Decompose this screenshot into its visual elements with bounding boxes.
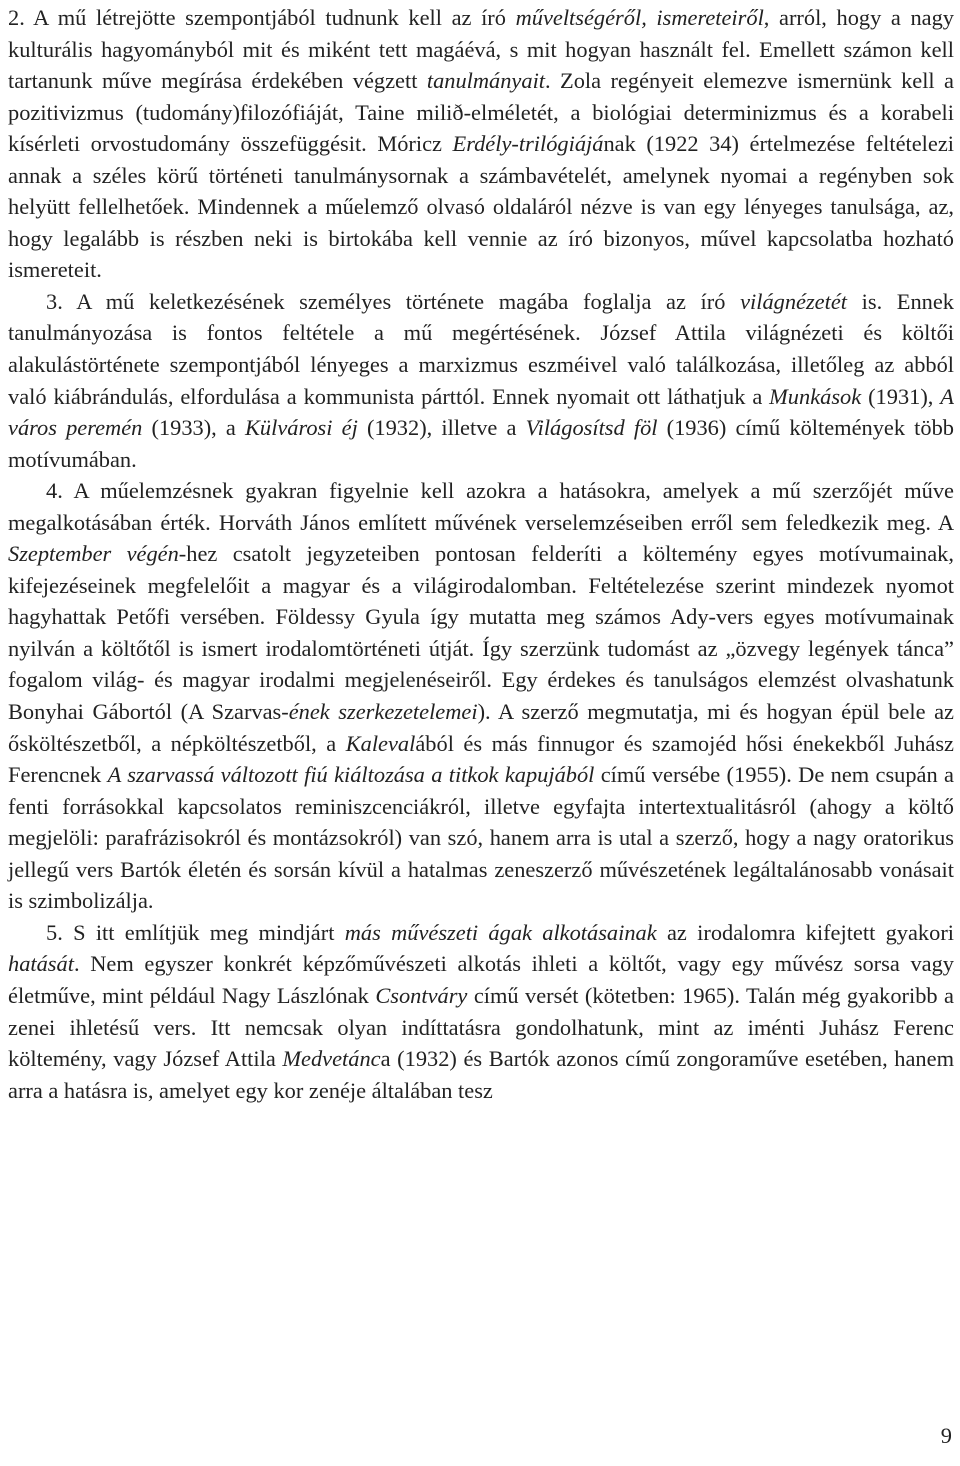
page-number: 9 bbox=[940, 1423, 952, 1448]
italic-run: hatását bbox=[8, 951, 74, 977]
paragraph-2: 2. A mű létrejötte szempontjából tudnunk kell az író műveltségéről, ismereteiről, arról, hogy a nagy kulturális hagyományból mit és miként tett magáévá, s mit hogyan használt fel. Emellett számon kell tartanunk műve megírása érdekében végzett tanulmányait. Zola regényeit elemezve ismernünk kell a pozitivizmus (tudomány)filozófiáját, Taine milið-elméletét, a biológiai determinizmus és a korabeli kísérleti orvostudomány összefüggésit. Móricz Erdély-trilógiájának (1922 34) értelmezése feltételezi annak a széles körű történeti tanulmánysornak a számbavételét, amelynek nyomai a regényben sok helyütt fellelhetőek. Mindennek a műelemző olvasó oldaláról nézve is van egy lényeges tanulsága, az, hogy legalább is részben neki is birtokába kell vennie az író bizonyos, művel kapcsolatba hozható ismereteit. bbox=[8, 5, 954, 283]
italic-run: ének szerkezetelemei bbox=[288, 699, 478, 725]
italic-run: A város peremén bbox=[8, 383, 954, 441]
italic-run: Erdély-trilógiájá bbox=[452, 131, 604, 157]
paragraph-3: 3. A mű keletkezésének személyes története magába foglalja az író világnézetét is. Ennek tanulmányozása is fontos feltétele a mű megértésének. József Attila világnézeti és költői alakulástörténete szempontjából lényeges a marxizmus eszméivel való találkozása, illetőleg az abból való kiábrándulás, elfordulása a kommunista párttól. Ennek nyomait ott láthatjuk a Munkások (1931), A város peremén (1933), a Külvárosi éj (1932), illetve a Világosítsd föl (1936) című költemények több motívumában. bbox=[8, 288, 955, 472]
italic-run: más művészeti ágak alkotásainak bbox=[344, 919, 657, 945]
italic-run: Kaleval bbox=[345, 730, 416, 756]
italic-run: világnézetét bbox=[740, 288, 847, 314]
italic-run: Szeptember végén bbox=[8, 541, 179, 567]
italic-run: tanulmányait bbox=[426, 68, 546, 94]
italic-run: A szarvassá változott fiú kiáltozása a titkok kapujából bbox=[107, 762, 595, 788]
italic-run: Világosítsd föl bbox=[525, 415, 658, 441]
document-body bbox=[8, 2, 954, 1106]
italic-run: Medvetánc bbox=[282, 1046, 381, 1072]
italic-run: Munkások bbox=[769, 383, 862, 409]
paragraph-5: 5. S itt említjük meg mindjárt más művészeti ágak alkotásainak az irodalomra kifejtett gyakori hatását. Nem egyszer konkrét képzőművészeti alkotás ihleti a költőt, vagy egy művész sorsa vagy életműve, mint például Nagy Lászlónak Csontváry című versét (kötetben: 1965). Talán még gyakoribb a zenei ihletésű vers. Itt nemcsak olyan indíttatásra gondolhatunk, mint az iménti Juhász Ferenc költemény, vagy József Attila Medvetánca (1932) és Bartók azonos című zongoraműve esetében, hanem arra a hatásra is, amelyet egy kor zenéje általában tesz bbox=[8, 919, 954, 1103]
paragraph-4: 4. A műelemzésnek gyakran figyelnie kell azokra a hatásokra, amelyek a mű szerzőjét műve megalkotásában érték. Horváth János említett művének verselemzéseiben erről sem feledkezik meg. A Szeptember végén-hez csatolt jegyzeteiben pontosan felderíti a költemény egyes motívumainak, kifejezéseinek megfelelőit a magyar és a világirodalomban. Feltételezése szerint mindezek nyomot hagyhattak Petőfi versében. Földessy Gyula így mutatta meg számos Ady-vers egyes motívumainak nyilván a költőtől is ismert irodalomtörténeti útját. Így szerzünk tudomást az „özvegy legények tánca” fogalom világ- és magyar irodalmi megjelenéseiről. Egy érdekes és tanulságos elemzést olvashatunk Bonyhai Gábortól (A Szarvas-ének szerkezetelemei). A szerző megmutatja, mi és hogyan épül bele az ősköltészetből, a népköltészetből, a Kalevalából és más finnugor és szamojéd hősi énekekből Juhász Ferencnek A szarvassá változott fiú kiáltozása a titkok kapujából című versébe (1955). De nem csupán a fenti forrásokkal kapcsolatos reminiszcenciákról, illetve egyfajta intertextualitásról (ahogy a költő megjelöli: parafrázisokról és montázsokról) van szó, hanem arra is utal a szerző, hogy a nagy oratorikus jellegű vers Bartók életén és sorsán kívül a hatalmas zeneszerző művészetének legáltalánosabb vonásait is szimbolizálja. bbox=[8, 478, 954, 914]
italic-run: Csontváry bbox=[375, 982, 468, 1008]
italic-run: műveltségéről, ismereteiről bbox=[515, 5, 764, 30]
italic-run: Külvárosi éj bbox=[245, 415, 358, 441]
